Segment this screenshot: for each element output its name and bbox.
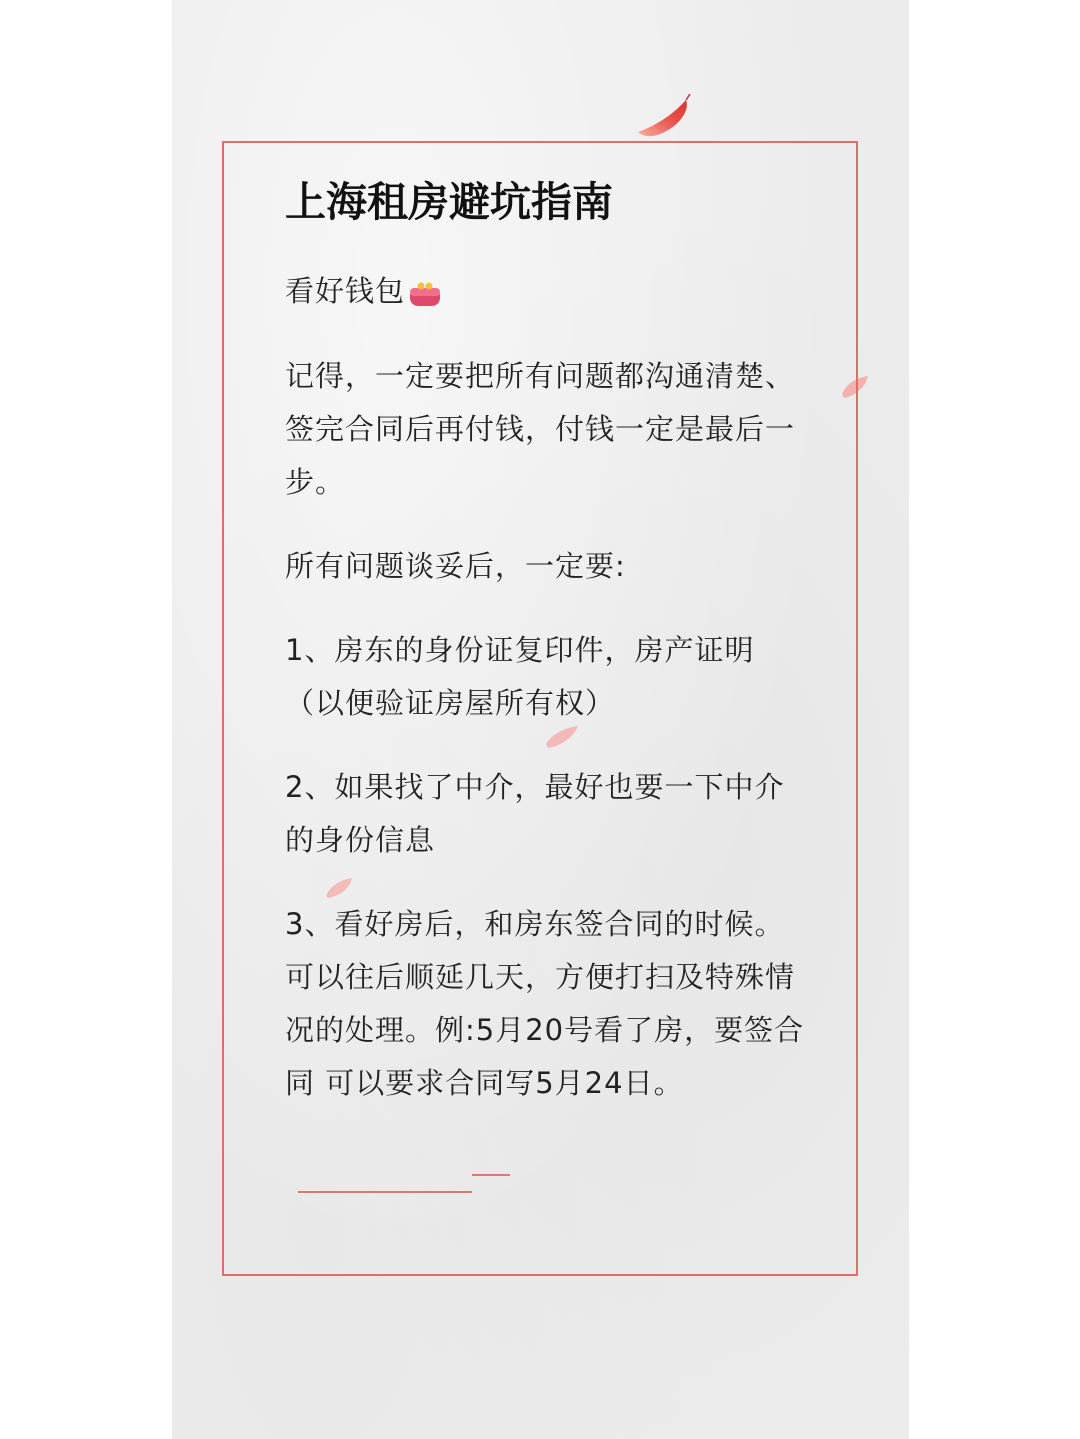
purse-icon xyxy=(407,278,443,308)
subtitle xyxy=(285,265,810,318)
subtitle-text: 看好钱包 xyxy=(285,274,406,308)
list-item-landlord-id: 1、房东的身份证复印件，房产证明（以便验证房屋所有权） xyxy=(285,633,755,720)
petal-top-decoration xyxy=(630,90,700,145)
paragraph-payment-reminder: 记得，一定要把所有问题都沟通清楚、签完合同后再付钱，付钱一定是最后一步。 xyxy=(285,359,796,499)
list-item-agent-id: 2、如果找了中介，最好也要一下中介的身份信息 xyxy=(285,770,785,857)
paragraph-requirements-intro: 所有问题谈妥后，一定要: xyxy=(285,549,626,583)
decorative-divider-lower xyxy=(298,1191,472,1193)
page-title: 上海租房避坑指南 xyxy=(285,178,613,226)
list-item-contract-date: 3、看好房后，和房东签合同的时候。可以往后顺延几天，方便打扫及特殊情况的处理。例:5月20号看了房，要签合同 可以要求合同写5月24日。 xyxy=(285,907,805,1100)
decorative-divider-upper xyxy=(472,1174,510,1176)
